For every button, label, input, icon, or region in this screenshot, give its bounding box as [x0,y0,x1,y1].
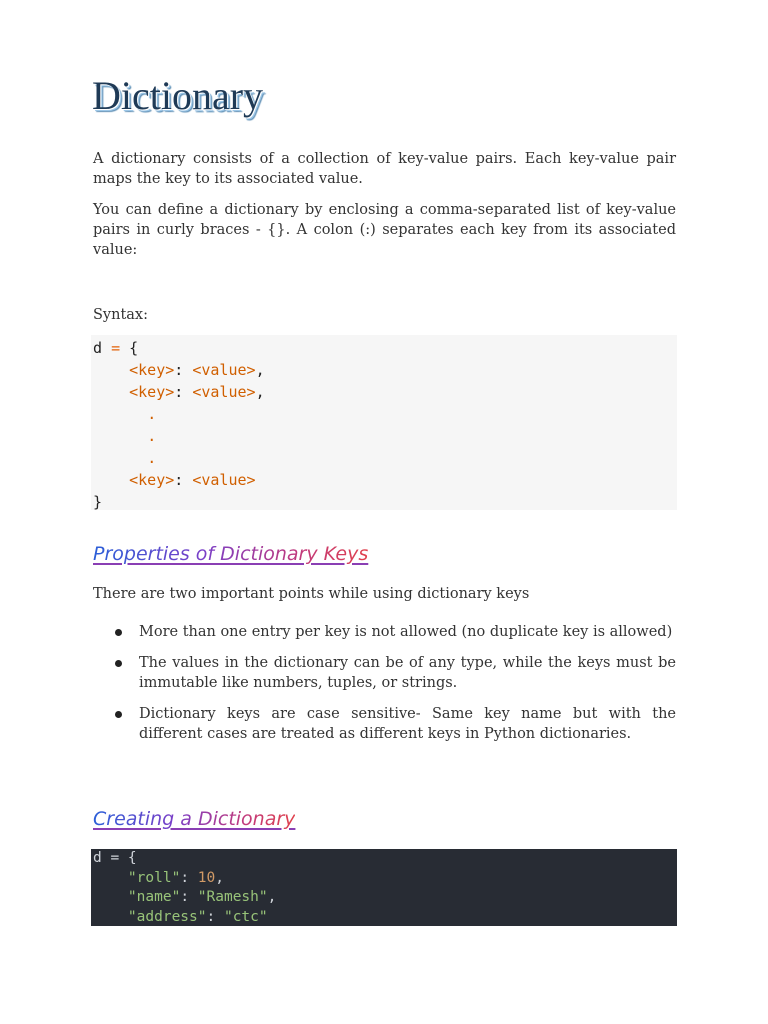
properties-list [93,622,676,755]
list-item [93,704,676,744]
bullet-dot-icon [115,629,122,636]
code-colon: : [174,361,184,379]
code-ellipsis-dot: . [147,405,157,423]
code-value-placeholder: <value> [192,471,256,489]
code-line: d = { [93,850,137,866]
list-item-text: Dictionary keys are case sensitive- Same key name but with the different cases are treated as different keys in Python dictionaries. [139,706,676,742]
syntax-label: Syntax: [93,307,148,323]
code-comma: , [255,361,265,379]
code-key-string: "roll" [127,869,181,886]
code-value-placeholder: <value> [192,383,256,401]
properties-intro: There are two important points while using dictionary keys [93,586,530,602]
intro-paragraph-2: You can define a dictionary by enclosing a comma-separated list of key-value pairs in curly braces - {}. A colon (:) separates each key from its associated value: [93,202,676,258]
code-ellipsis-dot: . [147,449,157,467]
code-operator: = [111,339,121,357]
code-value-string: "Ramesh" [197,889,268,905]
code-key-string: "name" [127,889,181,905]
code-key-placeholder: <key> [129,471,175,489]
code-key-placeholder: <key> [129,383,175,401]
code-number: 10 [197,869,216,886]
code-colon: : [174,383,184,401]
code-var: d [93,339,103,357]
code-comma: , [255,383,265,401]
intro-paragraph-1: A dictionary consists of a collection of key-value pairs. Each key-value pair maps the key to its associated value. [93,151,676,187]
bullet-dot-icon [115,660,122,667]
code-value-string: "ctc" [223,908,268,925]
bullet-dot-icon [115,711,122,718]
code-ellipsis-dot: . [147,427,157,445]
code-key-placeholder: <key> [129,361,175,379]
list-item-text: The values in the dictionary can be of any type, while the keys must be immutable like numbers, tuples, or strings. [139,655,676,691]
code-colon: : [174,471,184,489]
properties-heading: Properties of Dictionary Keys [93,543,369,565]
code-key-string: "address" [127,908,207,925]
list-item [93,653,676,693]
syntax-code-block [91,335,677,510]
page-title: Dictionary [92,73,264,118]
list-item [93,622,676,642]
code-open-brace: { [129,339,139,357]
creating-code-block: d = { "roll": 10, "name": "Ramesh", "address": "ctc" [91,849,677,926]
creating-heading: Creating a Dictionary [93,808,296,830]
code-close-brace: } [93,493,103,511]
list-item-text: More than one entry per key is not allowed (no duplicate key is allowed) [139,624,673,640]
code-value-placeholder: <value> [192,361,256,379]
